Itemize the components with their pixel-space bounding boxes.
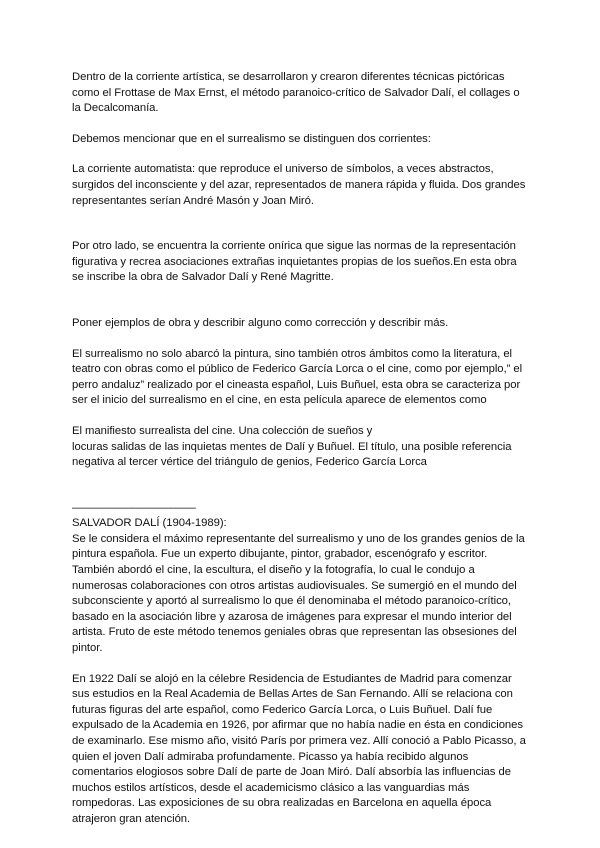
separator-line: ——————————— — [72, 501, 196, 514]
spacer — [72, 286, 534, 316]
spacer — [72, 332, 534, 347]
document-body — [72, 70, 534, 828]
paragraph-cinema: El surrealismo no solo abarcó la pintura, sino también otros ámbitos como la literatura, el teatro con obras como el público de Federico García Lorca o el cine, como por ejemplo,” el perro andaluz” realizado por el cineasta español, Luis Buñuel, esta obra se caracteriza por ser el inicio del surrealismo en el cine, en esta película aparece de elementos como — [72, 347, 523, 407]
paragraph-techniques: Dentro de la corriente artística, se desarrollaron y crearon diferentes técnicas pictóricas como el Frottase de Max Ernst, el método paranoico-crítico de Salvador Dalí, el collages o la Decalcomanía. — [72, 71, 520, 115]
spacer — [72, 409, 534, 424]
paragraph-dali-1922: En 1922 Dalí se alojó en la célebre Residencia de Estudiantes de Madrid para comenzar sus estudios en la Real Academia de Bellas Artes de San Fernando. Allí se relaciona con futuras figuras del arte español, como Federico García Lorca, o Luis Buñuel. Dalí fue expulsado de la Academia en 1926, por afirmar que no había nadie en ésta en condiciones de examinarlo. Ese mismo año, visitó París por primera vez. Allí conoció a Pablo Picasso, a quien el joven Dalí admiraba profundamente. Picasso ya había recibido algunos comentarios elogiosos sobre Dalí de parte de Joan Miró. Dalí absorbía las influencias de muchos estilos artísticos, desde el academicismo clásico a las vanguardias más rompedoras. Las exposiciones de su obra realizadas en Barcelona en aquella época atrajeron gran atención. — [72, 672, 526, 825]
spacer — [72, 657, 534, 672]
spacer — [72, 147, 534, 162]
paragraph-automatist: La corriente automatista: que reproduce el universo de símbolos, a veces abstractos, surgidos del inconsciente y del azar, representados de manera rápida y fluida. Dos grandes representantes serían André Masón y Joan Miró. — [72, 163, 526, 207]
spacer — [72, 471, 534, 501]
paragraph-oniric: Por otro lado, se encuentra la corriente onírica que sigue las normas de la representación figurativa y recrea asociaciones extrañas inquietantes propias de los sueños.En esta obra se inscribe la obra de Salvador Dalí y René Magritte. — [72, 240, 517, 284]
spacer — [72, 117, 534, 132]
spacer — [72, 209, 534, 239]
paragraph-dali-bio: SALVADOR DALÍ (1904-1989): Se le considera el máximo representante del surrealismo y uno de los grandes genios de la pintura española. Fue un experto dibujante, pintor, grabador, escenógrafo y escritor. También abordó el cine, la escultura, el diseño y la fotografía, lo cual le condujo a numerosas colaboraciones con otros artistas audiovisuales. Se sumergió en el mundo del subconsciente y aportó al surrealismo lo que él denominaba el método paranoico-crítico, basado en la asociación libre y azarosa de imágenes para expresar el mundo interior del artista. Fruto de este método tenemos geniales obras que representan las obsesiones del pintor. — [72, 517, 525, 655]
paragraph-note: Poner ejemplos de obra y describir alguno como corrección y describir más. — [72, 316, 449, 329]
paragraph-two-currents: Debemos mencionar que en el surrealismo se distinguen dos corrientes: — [72, 132, 431, 145]
paragraph-manifesto: El manifiesto surrealista del cine. Una colección de sueños y locuras salidas de las inquietas mentes de Dalí y Buñuel. El título, una posible referencia negativa al tercer vértice del triángulo de genios, Federico García Lorca — [72, 424, 512, 469]
